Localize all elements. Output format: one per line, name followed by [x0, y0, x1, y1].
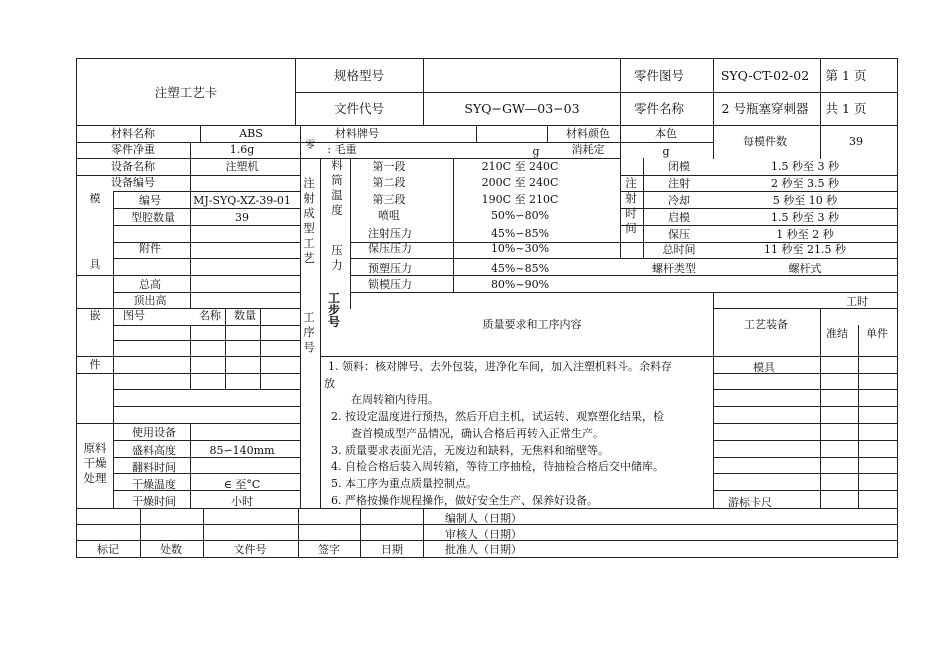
- part-name-value: 2 号瓶塞穿刺器: [721, 101, 809, 116]
- grid-line-v: [360, 508, 361, 558]
- step-line-3: 在周转箱内待用。: [351, 393, 439, 406]
- grid-line-h: [713, 473, 898, 474]
- grid-line-h: [76, 557, 898, 558]
- grid-line-v: [547, 125, 548, 143]
- stage-3-label: 第三段: [372, 193, 406, 206]
- time-hold-value: 1 秒至 2 秒: [776, 228, 834, 241]
- grid-line-v: [295, 58, 296, 126]
- grid-line-h: [113, 457, 301, 458]
- grid-line-v: [113, 192, 114, 424]
- holding-pressure-value: 10%~30%: [490, 242, 550, 255]
- grid-line-v: [713, 58, 714, 126]
- grid-line-v: [620, 158, 621, 259]
- grid-line-h: [76, 58, 898, 59]
- grid-line-v: [858, 325, 859, 509]
- plasticizing-pressure-label: 预塑压力: [368, 262, 412, 275]
- grid-line-h: [350, 275, 898, 276]
- grid-line-v: [820, 125, 821, 159]
- page-total: 共 1 页: [825, 101, 867, 116]
- grid-line-h: [713, 490, 898, 491]
- grid-line-h: [713, 308, 898, 309]
- grid-line-h: [620, 208, 898, 209]
- barrel-temp-label: 料筒温度: [331, 158, 343, 217]
- grid-line-h: [76, 508, 898, 509]
- net-weight-value: 1.6g: [229, 143, 255, 156]
- prepared-by: 编制人（日期）: [445, 512, 522, 525]
- grid-line-h: [76, 142, 714, 143]
- grid-line-h: [113, 258, 301, 259]
- step-no-label: 工步号: [327, 291, 340, 329]
- grid-line-h: [76, 275, 301, 276]
- grid-line-h: [76, 373, 301, 374]
- grid-line-v: [203, 508, 204, 558]
- grid-line-h: [113, 191, 301, 192]
- grid-line-h: [76, 158, 621, 159]
- time-cool-label: 冷却: [668, 194, 690, 207]
- step-line-9: 6. 严格按操作规程操作，做好安全生产、保养好设备。: [331, 494, 598, 507]
- grid-line-h: [113, 389, 301, 390]
- injection-pressure-value: 45%∽85%: [490, 227, 550, 240]
- step-line-5: 查首模成型产品情况，确认合格后再转入正常生产。: [351, 427, 604, 440]
- approved-by: 批准人（日期）: [445, 543, 522, 556]
- equipment-name-label: 设备名称: [111, 160, 155, 173]
- grid-line-v: [423, 58, 424, 126]
- clamping-pressure-value: 80%~90%: [490, 278, 550, 291]
- grid-line-v: [476, 125, 477, 143]
- grid-line-v: [820, 58, 821, 126]
- gross-weight-unit: g: [532, 145, 540, 158]
- screw-type-value: 螺杆式: [788, 262, 822, 275]
- mold-label-bottom: 具: [89, 258, 101, 271]
- grid-line-h: [350, 258, 898, 259]
- drying-time-label: 干燥时间: [132, 495, 176, 508]
- total-height-label: 总高: [139, 278, 161, 291]
- grid-line-v: [225, 308, 226, 390]
- reviewed-by: 审核人（日期）: [445, 528, 522, 541]
- grid-line-h: [620, 225, 898, 226]
- part-drawing-value: SYQ-CT-02-02: [720, 68, 810, 83]
- drying-time-value: 小时: [231, 495, 253, 508]
- time-total-value: 11 秒至 21.5 秒: [764, 243, 846, 256]
- mold-no-value: MJ-SYQ-XZ-39-01: [193, 194, 291, 207]
- op-no-label: 工序号: [303, 310, 315, 354]
- grid-line-h: [113, 406, 301, 407]
- material-color-label: 材料颜色: [566, 127, 610, 140]
- holding-pressure-label: 保压压力: [368, 242, 412, 255]
- prep-header: 准结: [826, 327, 848, 340]
- grid-line-h: [620, 191, 898, 192]
- page-number: 第 1 页: [825, 68, 867, 83]
- mold-no-label: 编号: [139, 194, 161, 207]
- gross-weight-label: : 毛重: [327, 143, 357, 156]
- grid-line-h: [713, 423, 898, 424]
- grid-line-v: [423, 508, 424, 558]
- time-cool-value: 5 秒至 10 秒: [772, 194, 838, 207]
- grid-line-h: [713, 406, 898, 407]
- plasticizing-pressure-value: 45%~85%: [490, 262, 550, 275]
- doc-code-value: SYQ−GW—03−03: [464, 101, 580, 116]
- equipment-header: 工艺装备: [744, 318, 788, 331]
- grid-line-v: [190, 142, 191, 309]
- grid-line-v: [897, 58, 898, 558]
- screw-type-label: 螺杆类型: [652, 262, 696, 275]
- drying-equipment-label: 使用设备: [132, 426, 176, 439]
- time-total-label: 总时间: [662, 243, 696, 256]
- net-weight-label: 零件净重: [111, 143, 155, 156]
- grid-line-h: [113, 440, 301, 441]
- clamping-pressure-label: 锁模压力: [368, 278, 412, 291]
- nozzle-label: 喷咀: [378, 209, 400, 222]
- grid-line-v: [113, 424, 114, 509]
- pressure-label: 压力: [331, 243, 343, 272]
- work-hours-header: 工时: [846, 295, 868, 308]
- doc-code-label: 文件代号: [333, 101, 385, 116]
- footer-mark: 标记: [97, 543, 119, 556]
- nozzle-value: 50%∽80%: [490, 209, 550, 222]
- mold-label-top: 模: [89, 192, 101, 205]
- grid-line-h: [713, 440, 898, 441]
- drying-depth-value: 85∽140mm: [209, 444, 275, 457]
- step-line-4: 2. 按设定温度进行预热，然后开启主机，试运转、观察塑化结果，检: [331, 410, 664, 423]
- drying-depth-label: 盛料高度: [132, 444, 176, 457]
- grid-line-h: [76, 175, 301, 176]
- injection-pressure-label: 注射压力: [368, 227, 412, 240]
- insert-label-bottom: 件: [89, 358, 101, 371]
- step-line-2: 放: [324, 377, 335, 390]
- part-drawing-label: 零件图号: [633, 68, 685, 83]
- grid-line-h: [713, 457, 898, 458]
- step-line-7: 4. 自检合格后装入周转箱，等待工序抽检，待抽检合格后交中储库。: [331, 460, 664, 473]
- stage-2-label: 第二段: [372, 176, 406, 189]
- accessory-label: 附件: [139, 242, 161, 255]
- part-char: 零: [305, 140, 315, 151]
- grid-line-v: [820, 308, 821, 509]
- grid-line-v: [298, 508, 299, 558]
- step-line-6: 3. 质量要求表面光洁，无废边和缺料，无焦料和缩壁等。: [331, 444, 609, 457]
- grid-line-v: [643, 158, 644, 259]
- cavity-value: 39: [235, 211, 249, 224]
- grid-line-h: [350, 292, 898, 293]
- time-close-label: 闭模: [668, 160, 690, 173]
- grid-line-v: [453, 158, 454, 293]
- grid-line-h: [76, 308, 301, 309]
- equipment-name-value: 注塑机: [225, 160, 259, 173]
- grid-line-v: [620, 58, 621, 159]
- cavity-label: 型腔数量: [131, 211, 175, 224]
- part-name-label: 零件名称: [633, 101, 685, 116]
- grid-line-v: [300, 125, 301, 509]
- grid-line-h: [713, 389, 898, 390]
- grid-line-v: [76, 58, 77, 558]
- grid-line-v: [140, 508, 141, 558]
- grid-line-v: [350, 158, 351, 309]
- grid-line-h: [113, 225, 301, 226]
- grid-line-h: [76, 423, 301, 424]
- step-line-1: 1. 领料：核对牌号、去外包装，进净化车间，加入注塑机料斗。余料存: [328, 360, 672, 373]
- equipment-no-label: 设备编号: [111, 176, 155, 189]
- content-header: 质量要求和工序内容: [482, 318, 582, 331]
- footer-sign: 签字: [318, 543, 340, 556]
- insert-name: 名称: [199, 309, 221, 322]
- spec-label: 规格型号: [333, 68, 385, 83]
- ejection-height-label: 顶出高: [133, 294, 167, 307]
- grid-line-h: [295, 92, 898, 93]
- footer-doc-no: 文件号: [233, 543, 267, 556]
- footer-count: 处数: [160, 543, 182, 556]
- per-mold-label: 每模件数: [743, 135, 787, 148]
- unit-header: 单件: [866, 327, 888, 340]
- stage-2-value: 200C 至 240C: [481, 176, 559, 189]
- grid-line-v: [200, 125, 201, 143]
- consumption-unit: g: [662, 145, 670, 158]
- grid-line-h: [320, 356, 898, 357]
- tool-mold: 模具: [753, 361, 775, 374]
- turn-time-label: 翻料时间: [132, 461, 176, 474]
- footer-date: 日期: [381, 543, 403, 556]
- grid-line-h: [713, 373, 898, 374]
- insert-label-top: 嵌: [89, 309, 101, 322]
- time-open-label: 启模: [668, 211, 690, 224]
- grid-line-v: [320, 158, 321, 509]
- time-close-value: 1.5 秒至 3 秒: [771, 160, 839, 173]
- step-line-8: 5. 本工序为重点质量控制点。: [331, 477, 477, 490]
- material-name-label: 材料名称: [111, 127, 155, 140]
- stage-1-label: 第一段: [372, 160, 406, 173]
- time-inject-label: 注射: [668, 177, 690, 190]
- drying-label: 原料干燥处理: [83, 441, 107, 485]
- grid-line-h: [113, 208, 301, 209]
- card-title: 注塑工艺卡: [154, 85, 218, 100]
- grid-line-v: [713, 292, 714, 509]
- injection-time-label: 注射时间: [625, 176, 637, 235]
- drying-temp-label: 干燥温度: [132, 478, 176, 491]
- injection-process-label: 注射成型工艺: [303, 176, 315, 265]
- grid-line-v: [713, 125, 714, 159]
- time-open-value: 1.5 秒至 3 秒: [771, 211, 839, 224]
- grid-line-h: [620, 175, 898, 176]
- per-mold-value: 39: [849, 135, 863, 148]
- material-color-value: 本色: [655, 127, 677, 140]
- insert-drawing-no: 图号: [123, 309, 145, 322]
- grid-line-h: [113, 292, 301, 293]
- grid-line-h: [76, 356, 301, 357]
- grid-line-h: [113, 340, 301, 341]
- time-hold-label: 保压: [668, 228, 690, 241]
- grid-line-v: [190, 325, 191, 390]
- grid-line-v: [260, 308, 261, 390]
- time-inject-value: 2 秒至 3.5 秒: [771, 177, 839, 190]
- stage-3-value: 190C 至 210C: [481, 193, 559, 206]
- material-name-value: ABS: [239, 127, 263, 140]
- grid-line-v: [190, 424, 191, 509]
- drying-temp-value: ∈ 至°C: [223, 478, 261, 491]
- stage-1-value: 210C 至 240C: [481, 160, 559, 173]
- grid-line-h: [113, 325, 301, 326]
- tool-caliper: 游标卡尺: [728, 496, 772, 509]
- material-grade-label: 材料牌号: [335, 127, 379, 140]
- consumption-label: 消耗定: [571, 143, 605, 156]
- insert-qty: 数量: [234, 309, 256, 322]
